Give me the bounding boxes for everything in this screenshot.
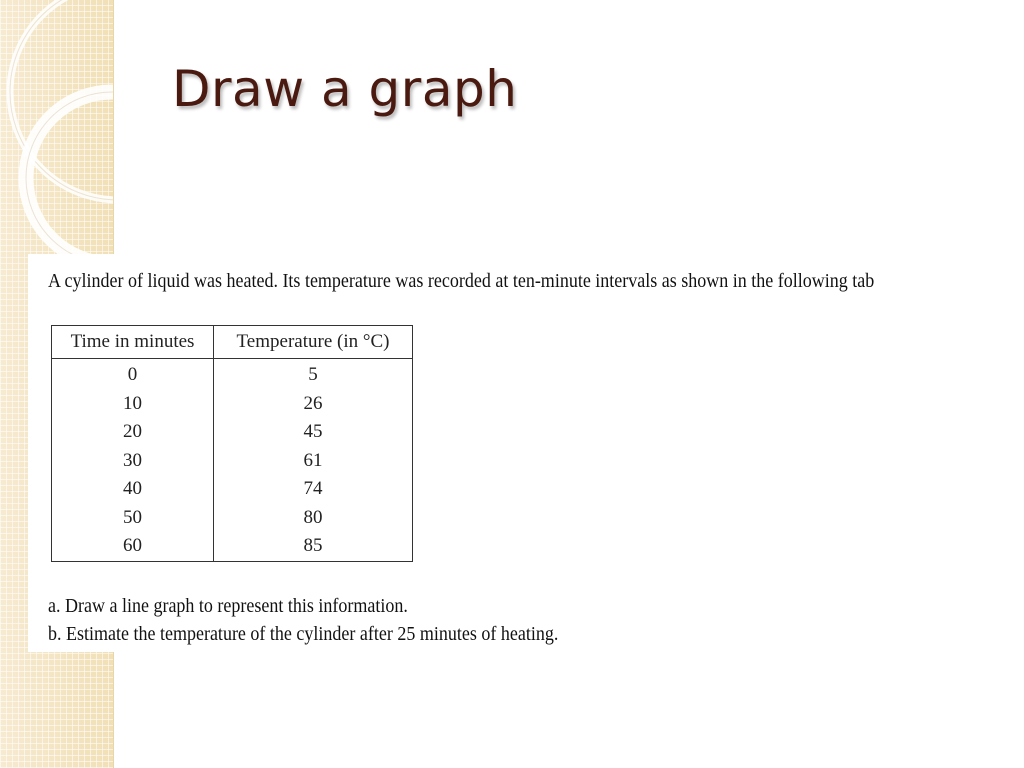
temperature-cell: 26 (214, 390, 413, 419)
question-list (48, 592, 558, 648)
question-a: a. Draw a line graph to represent this information. (48, 595, 408, 617)
temperature-cell: 74 (214, 475, 413, 504)
time-cell: 50 (52, 504, 214, 533)
temperature-cell: 45 (214, 418, 413, 447)
column-header-temperature: Temperature (in °C) (214, 326, 413, 359)
time-cell: 60 (52, 532, 214, 561)
table-row (52, 390, 413, 419)
table-row (52, 475, 413, 504)
time-cell: 0 (52, 359, 214, 390)
time-cell: 10 (52, 390, 214, 419)
table-header-row (52, 326, 413, 359)
table-row (52, 532, 413, 561)
problem-intro: A cylinder of liquid was heated. Its temperature was recorded at ten-minute intervals as shown in the following tab (48, 270, 875, 292)
table-row (52, 504, 413, 533)
temperature-cell: 85 (214, 532, 413, 561)
temperature-table (51, 325, 413, 562)
document-image (28, 254, 1024, 652)
temperature-cell: 61 (214, 447, 413, 476)
temperature-cell: 80 (214, 504, 413, 533)
table-row (52, 418, 413, 447)
table-row (52, 359, 413, 390)
time-cell: 30 (52, 447, 214, 476)
temperature-cell: 5 (214, 359, 413, 390)
time-cell: 40 (52, 475, 214, 504)
table-row (52, 447, 413, 476)
slide-title: Draw a graph (172, 60, 518, 118)
question-b: b. Estimate the temperature of the cylinder after 25 minutes of heating. (48, 623, 559, 645)
column-header-time: Time in minutes (52, 326, 214, 359)
time-cell: 20 (52, 418, 214, 447)
